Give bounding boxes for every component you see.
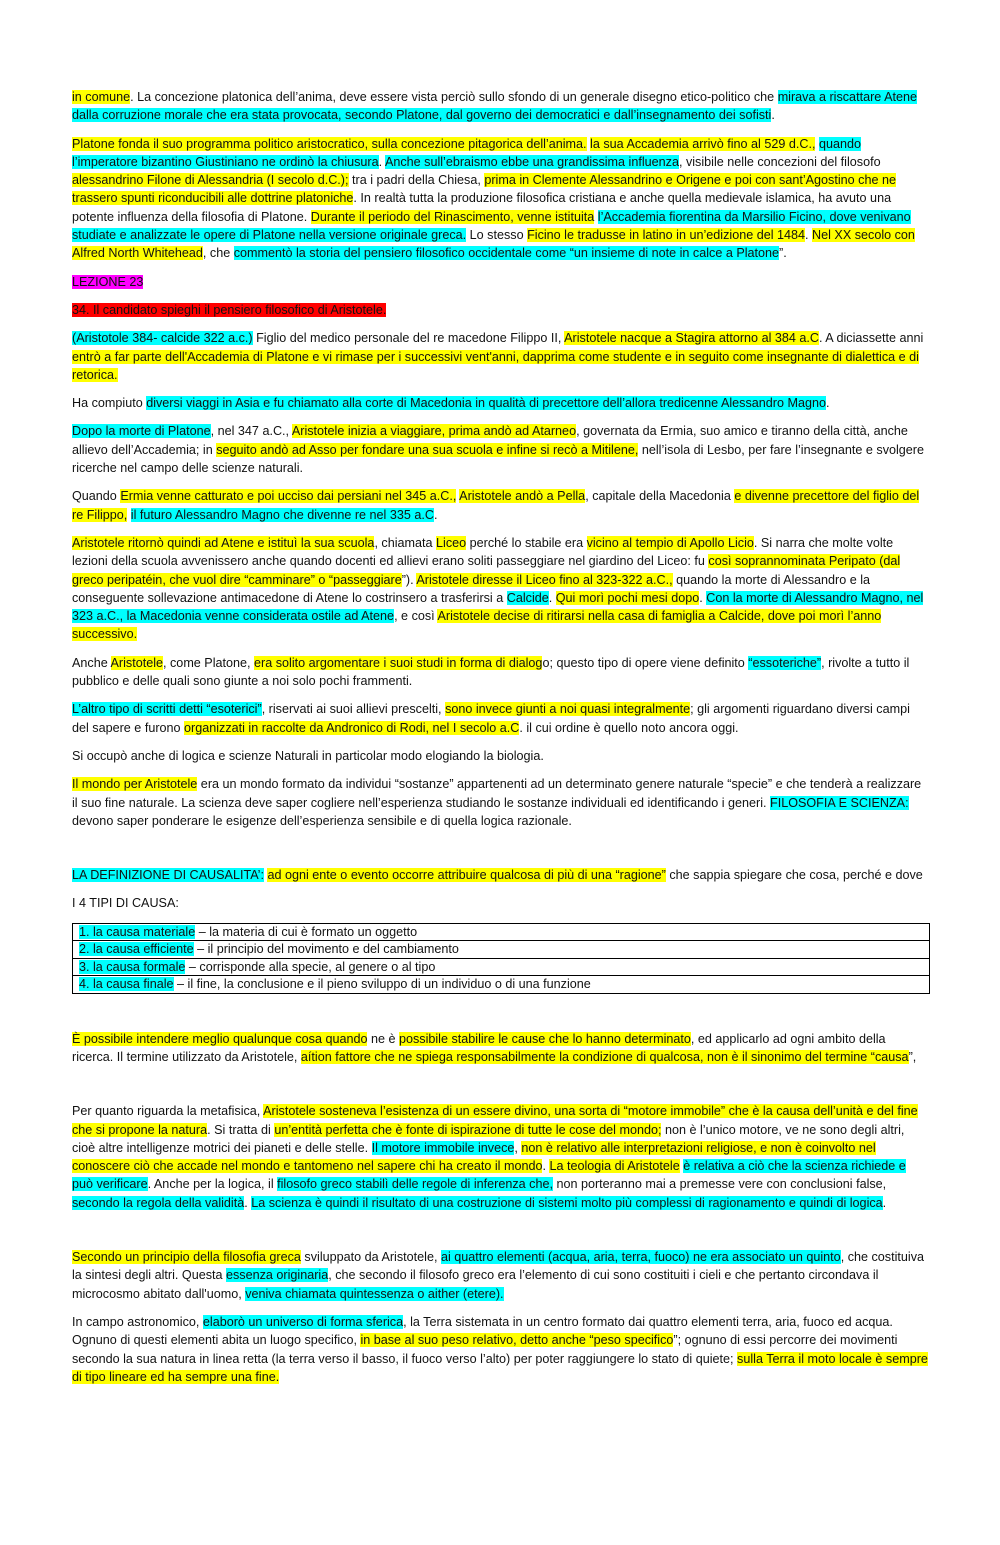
text-run: , chiamata xyxy=(374,535,437,550)
text-run: . xyxy=(542,1159,550,1174)
text-run: I 4 TIPI DI CAUSA: xyxy=(72,896,179,911)
paragraph xyxy=(72,747,930,765)
highlighted-text: Con la morte di Alessandro Magno, nel 323 a.C., la Macedonia venne considerata ostile ad Atene xyxy=(72,590,924,624)
section-cause-intro xyxy=(72,1030,930,1067)
highlighted-text: Durante il periodo del Rinascimento, venne istituita xyxy=(310,209,595,224)
highlighted-text: sulla Terra il moto locale è sempre di tipo lineare ed ha sempre una fine. xyxy=(72,1351,928,1384)
section-platone-aristotele xyxy=(72,88,930,830)
highlighted-text: diversi viaggi in Asia e fu chiamato alla corte di Macedonia in qualità di precettore dell’allora tredicenne Alessandro Magno xyxy=(146,396,826,411)
text-run: , xyxy=(514,1140,522,1155)
highlighted-text: Aristotele andò a Pella xyxy=(459,489,586,504)
text-run: ”. xyxy=(779,246,787,261)
paragraph xyxy=(72,866,930,884)
text-run: nell’isola di Lesbo, per fare l’insegnante e svolgere ricerche nel campo delle scienze naturali. xyxy=(72,442,925,476)
causes-table xyxy=(72,923,930,994)
paragraph xyxy=(72,654,930,691)
highlighted-text: 34. Il candidato spieghi il pensiero filosofico di Aristotele. xyxy=(72,302,387,317)
highlighted-text: organizzati in raccolte da Andronico di Rodi, nel I secolo a.C xyxy=(184,720,520,735)
paragraph xyxy=(72,487,930,524)
text-run: . xyxy=(882,1195,887,1210)
text-run: quando la morte di Alessandro e la conseguente sollevazione antimacedone di Atene lo costrinsero a trasferirsi a xyxy=(72,572,871,605)
highlighted-text: 4. la causa finale xyxy=(79,977,174,992)
highlighted-text: ad ogni ente o evento occorre attribuire qualcosa di più di una “ragione” xyxy=(267,868,666,883)
table-cell xyxy=(73,941,930,959)
highlighted-text: ai quattro elementi (acqua, aria, terra, fuoco) ne era associato un quinto xyxy=(440,1250,841,1265)
text-run: , che costituiva la sintesi degli altri. Questa xyxy=(72,1250,925,1283)
highlighted-text: veniva chiamata quintessenza o aither (etere). xyxy=(245,1286,504,1301)
spacer xyxy=(72,840,930,866)
highlighted-text: FILOSOFIA E SCIENZA: xyxy=(770,795,909,810)
highlighted-text: Il motore immobile invece xyxy=(371,1140,515,1155)
document-page xyxy=(72,88,930,1396)
text-run: Anche xyxy=(72,655,111,670)
highlighted-text: aítion fattore che ne spiega responsabilmente la condizione di qualcosa, non è il sinonimo del termine “causa xyxy=(300,1049,909,1064)
highlighted-text: Anche sull’ebraismo ebbe una grandissima influenza xyxy=(384,154,679,169)
highlighted-text: così soprannominata Peripato (dal greco peripatéin, che vuol dire “camminare” o “passeggiare xyxy=(72,554,901,587)
text-run: . xyxy=(805,228,813,243)
text-run: , nel 347 a.C., xyxy=(210,424,292,439)
highlighted-text: Secondo un principio della filosofia greca xyxy=(72,1250,301,1265)
highlighted-text: Aristotele sosteneva l’esistenza di un essere divino, una sorta di “motore immobile” che è la causa dell’unità e del fine che si propone la natura xyxy=(72,1104,918,1137)
highlighted-text: LEZIONE 23 xyxy=(72,274,144,289)
paragraph xyxy=(72,273,930,291)
highlighted-text: mirava a riscattare Atene dalla corruzione morale che era stata provocata, secondo Platone, dal governo dei democratici e dall’insegnamento dei sofisti xyxy=(72,90,917,123)
text-run: – corrisponde alla specie, al genere o al tipo xyxy=(185,959,436,974)
highlighted-text: elaborò un universo di forma sferica xyxy=(202,1314,404,1329)
text-run: , riservati ai suoi allievi prescelti, xyxy=(261,702,446,717)
text-run: perché lo stabile era xyxy=(466,535,587,550)
highlighted-text: La teologia di Aristotele xyxy=(549,1159,680,1174)
highlighted-text: Aristotele ritornò quindi ad Atene e istituì la sua scuola xyxy=(72,535,375,550)
highlighted-text: Aristotele decise di ritirarsi nella casa di famiglia a Calcide, dove poi morì l’anno successivo. xyxy=(72,609,882,642)
text-run: ”, xyxy=(908,1049,917,1064)
text-run: , rivolte a tutto il pubblico e delle quali sono giunte a noi solo pochi frammenti. xyxy=(72,655,910,689)
paragraph xyxy=(72,534,930,644)
text-run: o; questo tipo di opere viene definito xyxy=(542,655,749,670)
text-run: , che secondo il filosofo greco era l’elemento di cui sono costituiti i cieli e che pertanto circondava il microcosmo abitato dall'uomo, xyxy=(72,1268,879,1301)
text-run: . In realtà tutta la produzione filosofica cristiana e anche quella medievale islamica, ha avuto una potente influenza della filosofia di Platone. xyxy=(72,191,892,224)
highlighted-text: è relativa a ciò che la scienza richiede e può verificare xyxy=(72,1159,906,1192)
highlighted-text: quando l’imperatore bizantino Giustiniano ne ordinò la chiusura xyxy=(72,136,861,169)
text-run: ne è xyxy=(367,1031,399,1046)
highlighted-text: Liceo xyxy=(436,535,467,550)
highlighted-text: Calcide xyxy=(506,590,549,605)
highlighted-text: essenza originaria xyxy=(226,1268,329,1283)
highlighted-text: filosofo greco stabilì delle regole di inferenza che, xyxy=(277,1177,553,1192)
section-elementi xyxy=(72,1248,930,1386)
table-row xyxy=(73,923,930,941)
highlighted-text: Aristotele diresse il Liceo fino al 323-322 a.C., xyxy=(416,572,673,587)
paragraph xyxy=(72,894,930,912)
text-run: . Si narra che molte volte lezioni della scuola avvenissero anche quando docenti ed allievi erano soliti passeggiare nel giardino del Liceo: fu xyxy=(72,535,894,569)
text-run: non porteranno mai a premesse vere con conclusioni false, xyxy=(552,1177,887,1192)
text-run: Quando xyxy=(72,489,121,504)
highlighted-text: alessandrino Filone di Alessandria (I secolo d.C.); xyxy=(72,173,349,188)
spacer xyxy=(72,1222,930,1248)
text-run: Si occupò anche di logica e scienze Naturali in particolar modo elogiando la biologia. xyxy=(72,748,544,763)
section-causalita xyxy=(72,866,930,913)
paragraph xyxy=(72,1030,930,1067)
highlighted-text: un’entità perfetta che è fonte di ispirazione di tutte le cose del mondo; xyxy=(274,1122,662,1137)
text-run: , la Terra sistemata in un centro formato dai quattro elementi terra, aria, fuoco ed acqua. Ognuno di questi elementi abita un luogo specifico, xyxy=(72,1314,893,1348)
text-run: – la materia di cui è formato un oggetto xyxy=(195,924,418,939)
text-run: tra i padri della Chiesa, xyxy=(348,173,485,188)
paragraph xyxy=(72,88,930,125)
highlighted-text: “essoteriche” xyxy=(748,655,822,670)
highlighted-text: Ermia venne catturato e poi ucciso dai persiani nel 345 a.C., xyxy=(120,489,457,504)
paragraph xyxy=(72,1313,930,1386)
text-run: . La concezione platonica dell’anima, deve essere vista perciò sullo sfondo di un generale disegno etico-politico che xyxy=(130,90,778,104)
highlighted-text: Ficino le tradusse in latino in un’edizione del 1484 xyxy=(527,228,806,243)
text-run: , che xyxy=(202,246,234,261)
highlighted-text: Nel XX secolo con Alfred North Whitehead xyxy=(72,228,915,261)
paragraph xyxy=(72,775,930,830)
highlighted-text: sono invece giunti a noi quasi integralmente xyxy=(445,702,691,717)
text-run: . xyxy=(433,507,438,522)
text-run: In campo astronomico, xyxy=(72,1314,203,1329)
highlighted-text: Platone fonda il suo programma politico aristocratico, sulla concezione pitagorica dell’anima. xyxy=(72,136,587,151)
text-run: , come Platone, xyxy=(163,655,255,670)
highlighted-text: LA DEFINIZIONE DI CAUSALITA’: xyxy=(72,868,264,883)
text-run: sviluppato da Aristotele, xyxy=(300,1250,441,1265)
table-row xyxy=(73,958,930,976)
text-run: . xyxy=(244,1195,252,1210)
text-run: che sappia spiegare che cosa, perché e dove xyxy=(665,868,923,883)
highlighted-text: commentò la storia del pensiero filosofico occidentale come “un insieme di note in calce a Platone xyxy=(233,246,780,261)
highlighted-text: secondo la regola della validità xyxy=(72,1195,245,1210)
spacer xyxy=(72,1076,930,1102)
highlighted-text: 1. la causa materiale xyxy=(79,924,196,939)
highlighted-text: in base al suo peso relativo, detto anche “peso specifico xyxy=(360,1333,674,1348)
text-run: , capitale della Macedonia xyxy=(585,489,735,504)
text-run: – il fine, la conclusione e il pieno sviluppo di un individuo o di una funzione xyxy=(173,977,591,992)
highlighted-text: Qui morì pochi mesi dopo xyxy=(555,590,700,605)
text-run: era un mondo formato da individui “sostanze” appartenenti ad un determinato genere naturale “specie” e che tenderà a realizzare il suo fine naturale. La scienza deve saper cogliere nell’esperienza studiando le sostanze individuali ed identificando i generi. xyxy=(72,777,922,810)
paragraph xyxy=(72,301,930,319)
text-run: Figlio del medico personale del re macedone Filippo II, xyxy=(252,331,565,346)
paragraph xyxy=(72,329,930,384)
text-run: , governata da Ermia, suo amico e tiranno della città, anche allievo dell’Accademia; in xyxy=(72,424,908,457)
highlighted-text: il futuro Alessandro Magno che divenne re nel 335 a.C xyxy=(130,507,434,522)
text-run: Lo stesso xyxy=(466,228,528,243)
text-run: , visibile nelle concezioni del filosofo xyxy=(678,154,881,169)
text-run: . il cui ordine è quello noto ancora oggi. xyxy=(519,720,739,735)
highlighted-text: vicino al tempio di Apollo Licio xyxy=(586,535,754,550)
spacer xyxy=(72,1004,930,1030)
highlighted-text: e divenne precettore del figlio del re Filippo, xyxy=(72,489,920,522)
highlighted-text: era solito argomentare i suoi studi in forma di dialog xyxy=(254,655,543,670)
highlighted-text: prima in Clemente Alessandrino e Origene e poi con sant’Agostino che ne trassero spunti riconducibili alle dottrine platoniche xyxy=(72,173,896,206)
text-run: non è l’unico motore, ve ne sono degli altri, cioè altre intelligenze motrici dei pianeti e delle stelle. xyxy=(72,1122,905,1155)
highlighted-text: (Aristotole 384- calcide 322 a.c.) xyxy=(72,331,253,346)
table-row xyxy=(73,976,930,994)
text-run: ”; ognuno di essi percorre dei movimenti secondo la sua natura in linea retta (la terra verso il basso, il fuoco verso l’alto) per poter raggiungere lo stato di quiete; xyxy=(72,1333,898,1366)
text-run: ; gli argomenti riguardano diversi campi del sapere e furono xyxy=(72,702,910,735)
section-metafisica xyxy=(72,1102,930,1212)
highlighted-text: seguito andò ad Asso per fondare una sua scuola e infine si recò a Mitilene, xyxy=(216,442,639,457)
highlighted-text: Aristotele nacque a Stagira attorno al 384 a.C xyxy=(564,331,819,346)
text-run: Per quanto riguarda la metafisica, xyxy=(72,1104,264,1119)
text-run: . xyxy=(825,396,830,411)
text-run: Ha compiuto xyxy=(72,396,147,411)
highlighted-text: in comune xyxy=(72,90,131,104)
table-cell xyxy=(73,923,930,941)
highlighted-text: Aristotele xyxy=(110,655,164,670)
text-run: . Anche per la logica, il xyxy=(147,1177,278,1192)
highlighted-text: La scienza è quindi il risultato di una costruzione di sistemi molto più complessi di ragionamento e quindi di logica xyxy=(251,1195,883,1210)
highlighted-text: la sua Accademia arrivò fino al 529 d.C., xyxy=(590,136,816,151)
paragraph xyxy=(72,135,930,263)
highlighted-text: È possibile intendere meglio qualunque cosa quando xyxy=(72,1031,368,1046)
text-run: – il principio del movimento e del cambiamento xyxy=(193,942,459,957)
paragraph xyxy=(72,1248,930,1303)
table-cell xyxy=(73,976,930,994)
paragraph xyxy=(72,700,930,737)
highlighted-text: l’Accademia fiorentina da Marsilio Ficino, dove venivano studiate e analizzate le opere di Platone nella versione originale greca. xyxy=(72,209,911,243)
text-run: . Si tratta di xyxy=(207,1122,275,1137)
text-run: . xyxy=(771,108,775,123)
text-run: devono saper ponderare le esigenze dell’esperienza sensibile e di quella logica razionale. xyxy=(72,813,572,828)
table-row xyxy=(73,941,930,959)
text-run: . xyxy=(378,154,385,169)
text-run: . A diciassette anni xyxy=(818,331,924,346)
highlighted-text: non è relativo alle interpretazioni religiose, e non è coinvolto nel conoscere ciò che accade nel mondo e tantomeno nel sapere chi ha creato il mondo xyxy=(72,1140,876,1174)
highlighted-text: L’altro tipo di scritti detti “esoterici” xyxy=(72,702,262,717)
text-run: , e così xyxy=(394,609,438,624)
highlighted-text: Il mondo per Aristotele xyxy=(72,777,198,792)
highlighted-text: Aristotele inizia a viaggiare, prima andò ad Atarneo xyxy=(291,424,577,439)
highlighted-text: entrò a far parte dell'Accademia di Platone e vi rimase per i successivi vent'anni, dapprima come studente e in seguito come insegnante di dialettica e di retorica. xyxy=(72,349,919,382)
paragraph xyxy=(72,422,930,477)
text-run: ”). xyxy=(401,572,417,587)
highlighted-text: 3. la causa formale xyxy=(79,959,186,974)
text-run: . xyxy=(548,590,556,605)
text-run: . xyxy=(699,590,707,605)
paragraph xyxy=(72,1102,930,1212)
paragraph xyxy=(72,394,930,412)
highlighted-text: 2. la causa efficiente xyxy=(79,942,194,957)
highlighted-text: possibile stabilire le cause che lo hanno determinato xyxy=(398,1031,691,1046)
text-run: , ed applicarlo ad ogni ambito della ricerca. Il termine utilizzato da Aristotele, xyxy=(72,1031,886,1064)
table-cell xyxy=(73,958,930,976)
highlighted-text: Dopo la morte di Platone xyxy=(72,424,211,439)
